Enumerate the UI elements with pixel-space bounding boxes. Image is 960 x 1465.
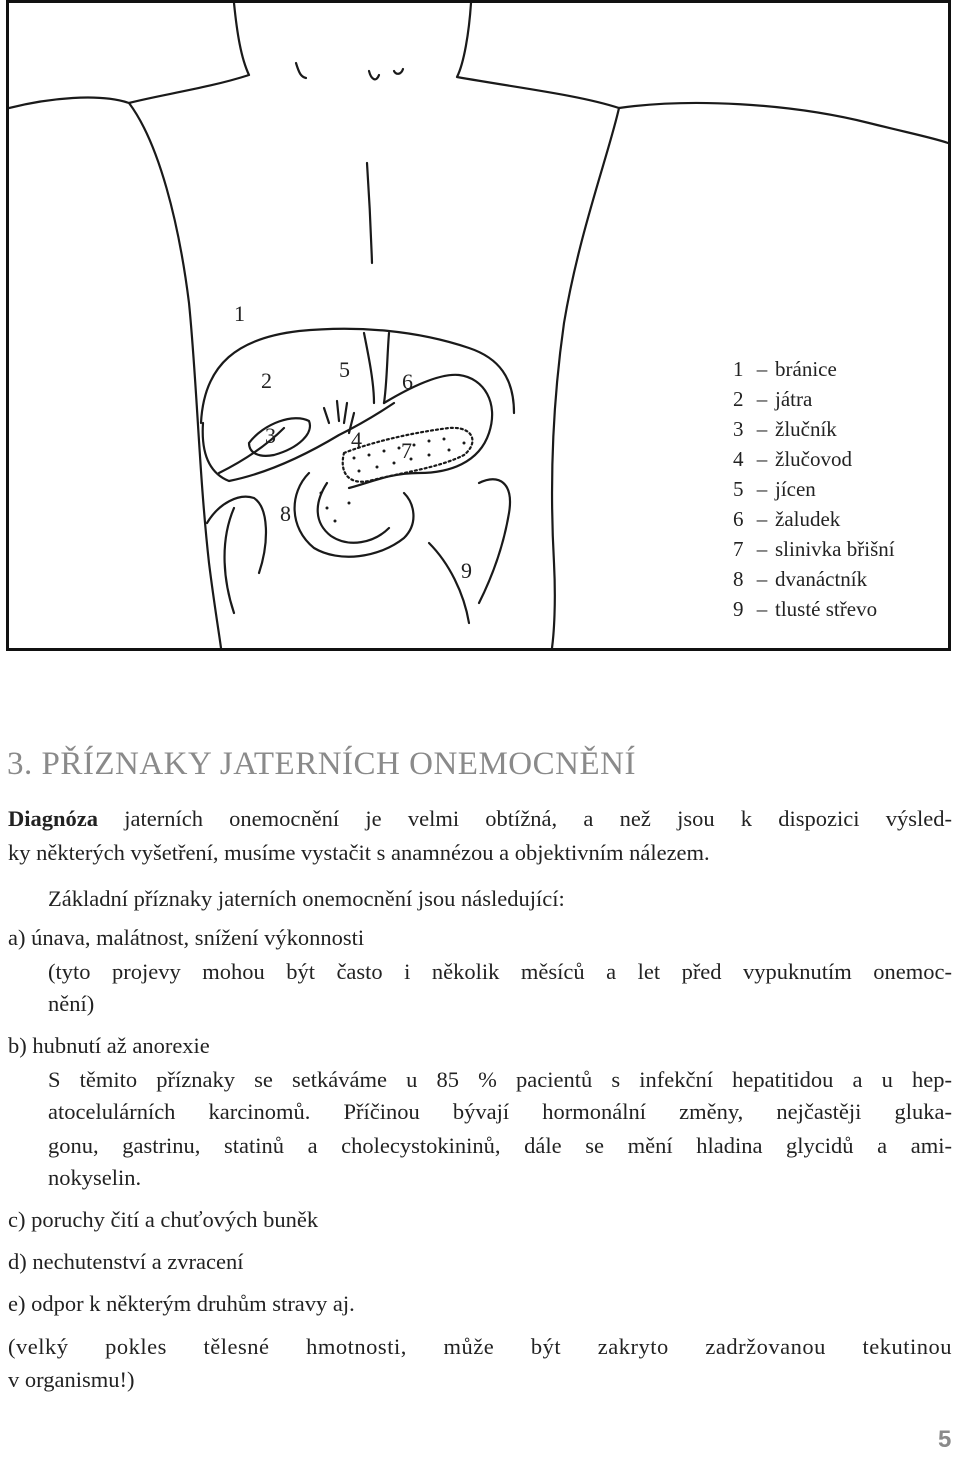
esophagus: [364, 333, 389, 403]
label-9: 9: [461, 558, 472, 583]
shoulder-right: [619, 103, 948, 143]
anatomy-figure: [6, 0, 951, 651]
paragraph-line: v organismu!): [8, 1367, 135, 1392]
paragraph-line: (tyto projevy mohou být často i několik měsíců a let před vypuknutím onemoc-: [48, 959, 952, 984]
neck-left: [129, 3, 249, 103]
paragraph-line: nění): [48, 991, 95, 1016]
legend-item: 8 – dvanáctník: [733, 567, 868, 591]
legend-item: 6 – žaludek: [733, 507, 841, 531]
paragraph-line: Základní příznaky jaterních onemocnění jsou následující:: [48, 886, 565, 911]
label-1: 1: [234, 301, 245, 326]
paragraph-line: atocelulárních karcinomů. Příčinou bývají hormonální změny, nejčastěji gluka-: [48, 1099, 952, 1124]
paragraph-line: gonu, gastrinu, statinů a cholecystokininů, dále se mění hladina glycidů a ami-: [48, 1133, 952, 1158]
legend-item: 7 – slinivka břišní: [733, 537, 895, 561]
neck-right: [457, 3, 619, 108]
torso-outline: [9, 98, 221, 648]
paragraph-line: Diagnóza jaterních onemocnění je velmi obtížná, a než jsou k dispozici výsled-: [8, 806, 952, 831]
list-item-c: c) poruchy čití a chuťových buněk: [8, 1207, 319, 1232]
label-5: 5: [339, 357, 350, 382]
label-4: 4: [351, 427, 362, 452]
legend-item: 3 – žlučník: [733, 417, 837, 441]
list-item-b: b) hubnutí až anorexie: [8, 1033, 210, 1058]
list-item-d: d) nechutenství a zvracení: [8, 1249, 244, 1274]
legend-item: 4 – žlučovod: [733, 447, 852, 471]
figure-legend: [733, 354, 895, 624]
section-title: 3. PŘÍZNAKY JATERNÍCH ONEMOCNĚNÍ: [7, 746, 636, 782]
page-number: 5: [938, 1426, 952, 1453]
legend-item: 1 – bránice: [733, 357, 837, 381]
label-3: 3: [265, 423, 276, 448]
legend-item: 9 – tlusté střevo: [733, 597, 878, 621]
legend-item: 5 – jícen: [733, 477, 816, 501]
label-6: 6: [402, 369, 413, 394]
label-8: 8: [280, 501, 291, 526]
label-7: 7: [401, 438, 412, 463]
torso-right: [552, 108, 619, 648]
list-item-e: e) odpor k některým druhům stravy aj.: [8, 1291, 355, 1316]
list-item-a: a) únava, malátnost, snížení výkonnosti: [8, 925, 365, 950]
bold-term: Diagnóza: [8, 806, 98, 831]
paragraph-line: nokyselin.: [48, 1165, 142, 1190]
colon: [207, 479, 510, 603]
liver: [203, 403, 394, 481]
legend-item: 2 – játra: [733, 387, 813, 411]
paragraph-line: ky některých vyšetření, musíme vystačit s anamnézou a objektivním nálezem.: [8, 840, 710, 865]
paragraph-line: (velký pokles tělesné hmotnosti, může být zakryto zadržovanou tekutinou: [8, 1334, 952, 1359]
label-2: 2: [261, 368, 272, 393]
paragraph-line: S těmito příznaky se setkáváme u 85 % pacientů s infekční hepatitidou a u hep-: [48, 1067, 952, 1092]
